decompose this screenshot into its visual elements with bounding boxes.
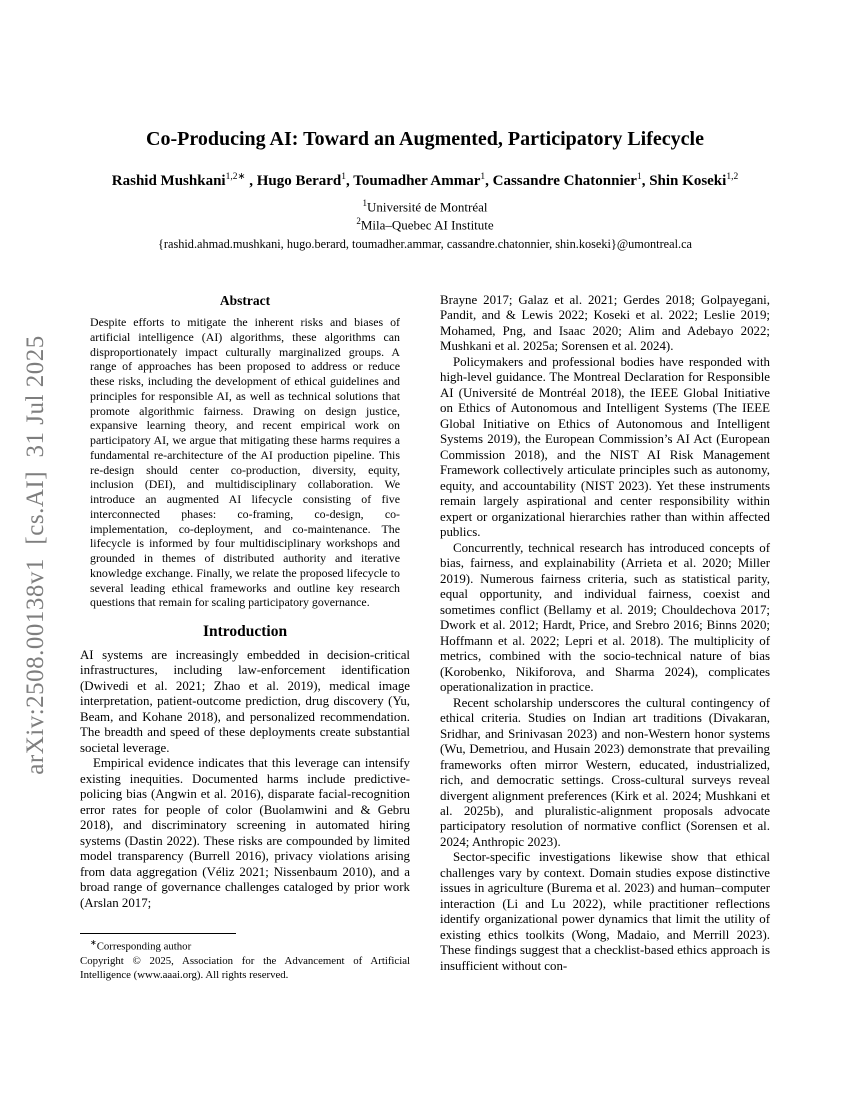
- footnote-marker: ∗: [90, 938, 97, 947]
- affiliations: [0, 198, 850, 234]
- affiliation-marker: 2: [356, 216, 361, 227]
- abstract-text: Despite efforts to mitigate the inherent risks and biases of artificial intelligence (AI) algorithms, these algorithms can disproportionately impact culturally marginalized groups. A range of approaches has been proposed to address or reduce these risks, including the development of ethical guidelines and principles for responsible AI, as well as technical solutions that promote algorithmic fairness. Drawing on design justice, expansive learning theory, and recent empirical work on participatory AI, we argue that mitigating these harms requires a fundamental re-architecture of the AI production pipeline. This re-design should center co-production, diversity, equity, inclusion (DEI), and multidisciplinary collaboration. We introduce an augmented AI lifecycle consisting of five interconnected phases: co-framing, co-design, co-implementation, co-deployment, and co-maintenance. The lifecycle is informed by four multidisciplinary workshops and grounded in themes of distributed authority and iterative knowledge exchange. Finally, we relate the proposed lifecycle to several leading ethical frameworks and outline key research questions that remain for scaling participatory governance.: [90, 315, 400, 610]
- arxiv-watermark: arXiv:2508.00138v1 [cs.AI] 31 Jul 2025: [22, 335, 49, 775]
- body-paragraph: Policymakers and professional bodies have responded with high-level guidance. The Montreal Declaration for Responsible AI (Université de Montréal 2018), the IEEE Global Initiative on Ethics of Autonomous and Intelligent Systems (The IEEE Global Initiative on Ethics of Autonomous and Intelligent Systems 2019), the European Commission’s AI Act (European Commission 2018), and the NIST AI Risk Management Framework collectively articulate principles such as autonomy, equity, and accountability (NIST 2023). Yet these instruments remain largely aspirational and center responsibility within expert or organizational hierarchies rather than within affected publics.: [440, 354, 770, 540]
- intro-paragraph: Empirical evidence indicates that this leverage can intensify existing inequities. Documented harms include predictive-policing bias (Angwin et al. 2016), disparate facial-recognition error rates for people of color (Buolamwini and & Gebru 2018), and discriminatory screening in automated hiring systems (Dastin 2022). These risks are compounded by limited model transparency (Burrell 2016), privacy violations arising from data aggregation (Véliz 2021; Nissenbaum 2010), and a broad range of governance challenges cataloged by prior work (Arslan 2017;: [80, 756, 410, 910]
- affiliation-line: [0, 198, 850, 216]
- author-separator: ,: [346, 173, 354, 189]
- footnote-rule: [80, 933, 236, 934]
- author-name: Cassandre Chatonnier: [492, 173, 637, 189]
- author-separator: ,: [641, 173, 650, 189]
- affiliation-marker: 1: [362, 198, 367, 208]
- paper-header: [0, 128, 850, 252]
- author-affil-marker: 1,2: [726, 172, 739, 182]
- body-paragraph: Concurrently, technical research has introduced concepts of bias, fairness, and explainability (Arrieta et al. 2020; Miller 2019). Numerous fairness criteria, such as statistical parity, equal opportunity, and individual fairness, coexist and sometimes conflict (Bellamy et al. 2019; Chouldechova 2017; Dwork et al. 2012; Hardt, Price, and Srebro 2016; Binns 2020; Hoffmann et al. 2022; Lepri et al. 2018). The multiplicity of metrics, combined with the socio-technical nature of bias (Korobenko, Nikiforova, and Sharma 2024), complicates operationalization in practice.: [440, 540, 770, 695]
- affiliation-line: [0, 216, 850, 234]
- body-paragraph: Brayne 2017; Galaz et al. 2021; Gerdes 2018; Golpayegani, Pandit, and & Lewis 2022; Koseki et al. 2022; Leslie 2019; Mohamed, Png, and Isaac 2020; Alim and Adebayo 2022; Mushkani et al. 2025a; Sorensen et al. 2024).: [440, 293, 770, 354]
- two-column-body: [80, 293, 770, 974]
- affiliation-text: Université de Montréal: [366, 199, 488, 215]
- right-column: [440, 293, 770, 974]
- author-name: Toumadher Ammar: [353, 173, 481, 189]
- author-name: Hugo Berard: [256, 173, 342, 189]
- author-affil-marker: 1: [480, 172, 486, 182]
- affiliation-text: Mila–Quebec AI Institute: [360, 217, 494, 233]
- footnote-block: [80, 933, 410, 982]
- body-paragraph: Sector-specific investigations likewise show that ethical challenges vary by context. Domain studies expose distinctive issues in agriculture (Burema et al. 2023) and human–computer interaction (Li and Lu 2022), while practitioner reflections identify organizational power dynamics that limit the utility of existing ethics toolkits (Wong, Madaio, and Merrill 2023). These findings suggest that a checklist-based ethics approach is insufficient without con-: [440, 850, 770, 973]
- footnote-text: Corresponding author: [96, 940, 192, 953]
- left-column: [80, 293, 410, 974]
- body-paragraph: Recent scholarship underscores the cultural contingency of ethical criteria. Studies on Indian art traditions (Divakaran, Sridhar, and Srinivasan 2023) and non-Western honor systems (Wu, Demetriou, and Husain 2023) demonstrate that prevailing frameworks often mirror Western, educated, industrialized, rich, and democratic settings. Cross-cultural surveys reveal divergent alignment preferences (Kirk et al. 2024; Mushkani et al. 2025b), and pluralistic-alignment proposals advocate participatory resolution of normative conflict (Sorensen et al. 2024; Anthropic 2023).: [440, 695, 770, 849]
- author-name: Shin Koseki: [649, 173, 727, 189]
- email-line: {rashid.ahmad.mushkani, hugo.berard, toumadher.ammar, cassandre.chatonnier, shin.koseki}@umontreal.ca: [157, 237, 692, 252]
- abstract-heading: Abstract: [219, 293, 271, 308]
- intro-paragraph: AI systems are increasingly embedded in decision-critical infrastructures, including law-enforcement identification (Dwivedi et al. 2021; Zhao et al. 2019), medical image interpretation, patient-outcome prediction, drug discovery (Yu, Beam, and Kohane 2018), and personalized recommendation. The breadth and speed of these deployments create substantial societal leverage.: [80, 648, 410, 755]
- section-heading-introduction: Introduction: [202, 623, 288, 640]
- author-separator: ,: [485, 173, 493, 189]
- author-affil-marker: 1,2∗: [225, 172, 246, 182]
- copyright-note: Copyright © 2025, Association for the Advancement of Artificial Intelligence (www.aaai.org). All rights reserved.: [80, 954, 410, 982]
- author-affil-marker: 1: [341, 172, 347, 182]
- author-line: [0, 171, 850, 190]
- author-name: Rashid Mushkani: [111, 173, 226, 189]
- corresponding-author-note: [80, 938, 410, 954]
- paper-title: Co-Producing AI: Toward an Augmented, Participatory Lifecycle: [146, 128, 704, 150]
- author-affil-marker: 1: [636, 172, 642, 182]
- author-separator: ,: [245, 173, 257, 189]
